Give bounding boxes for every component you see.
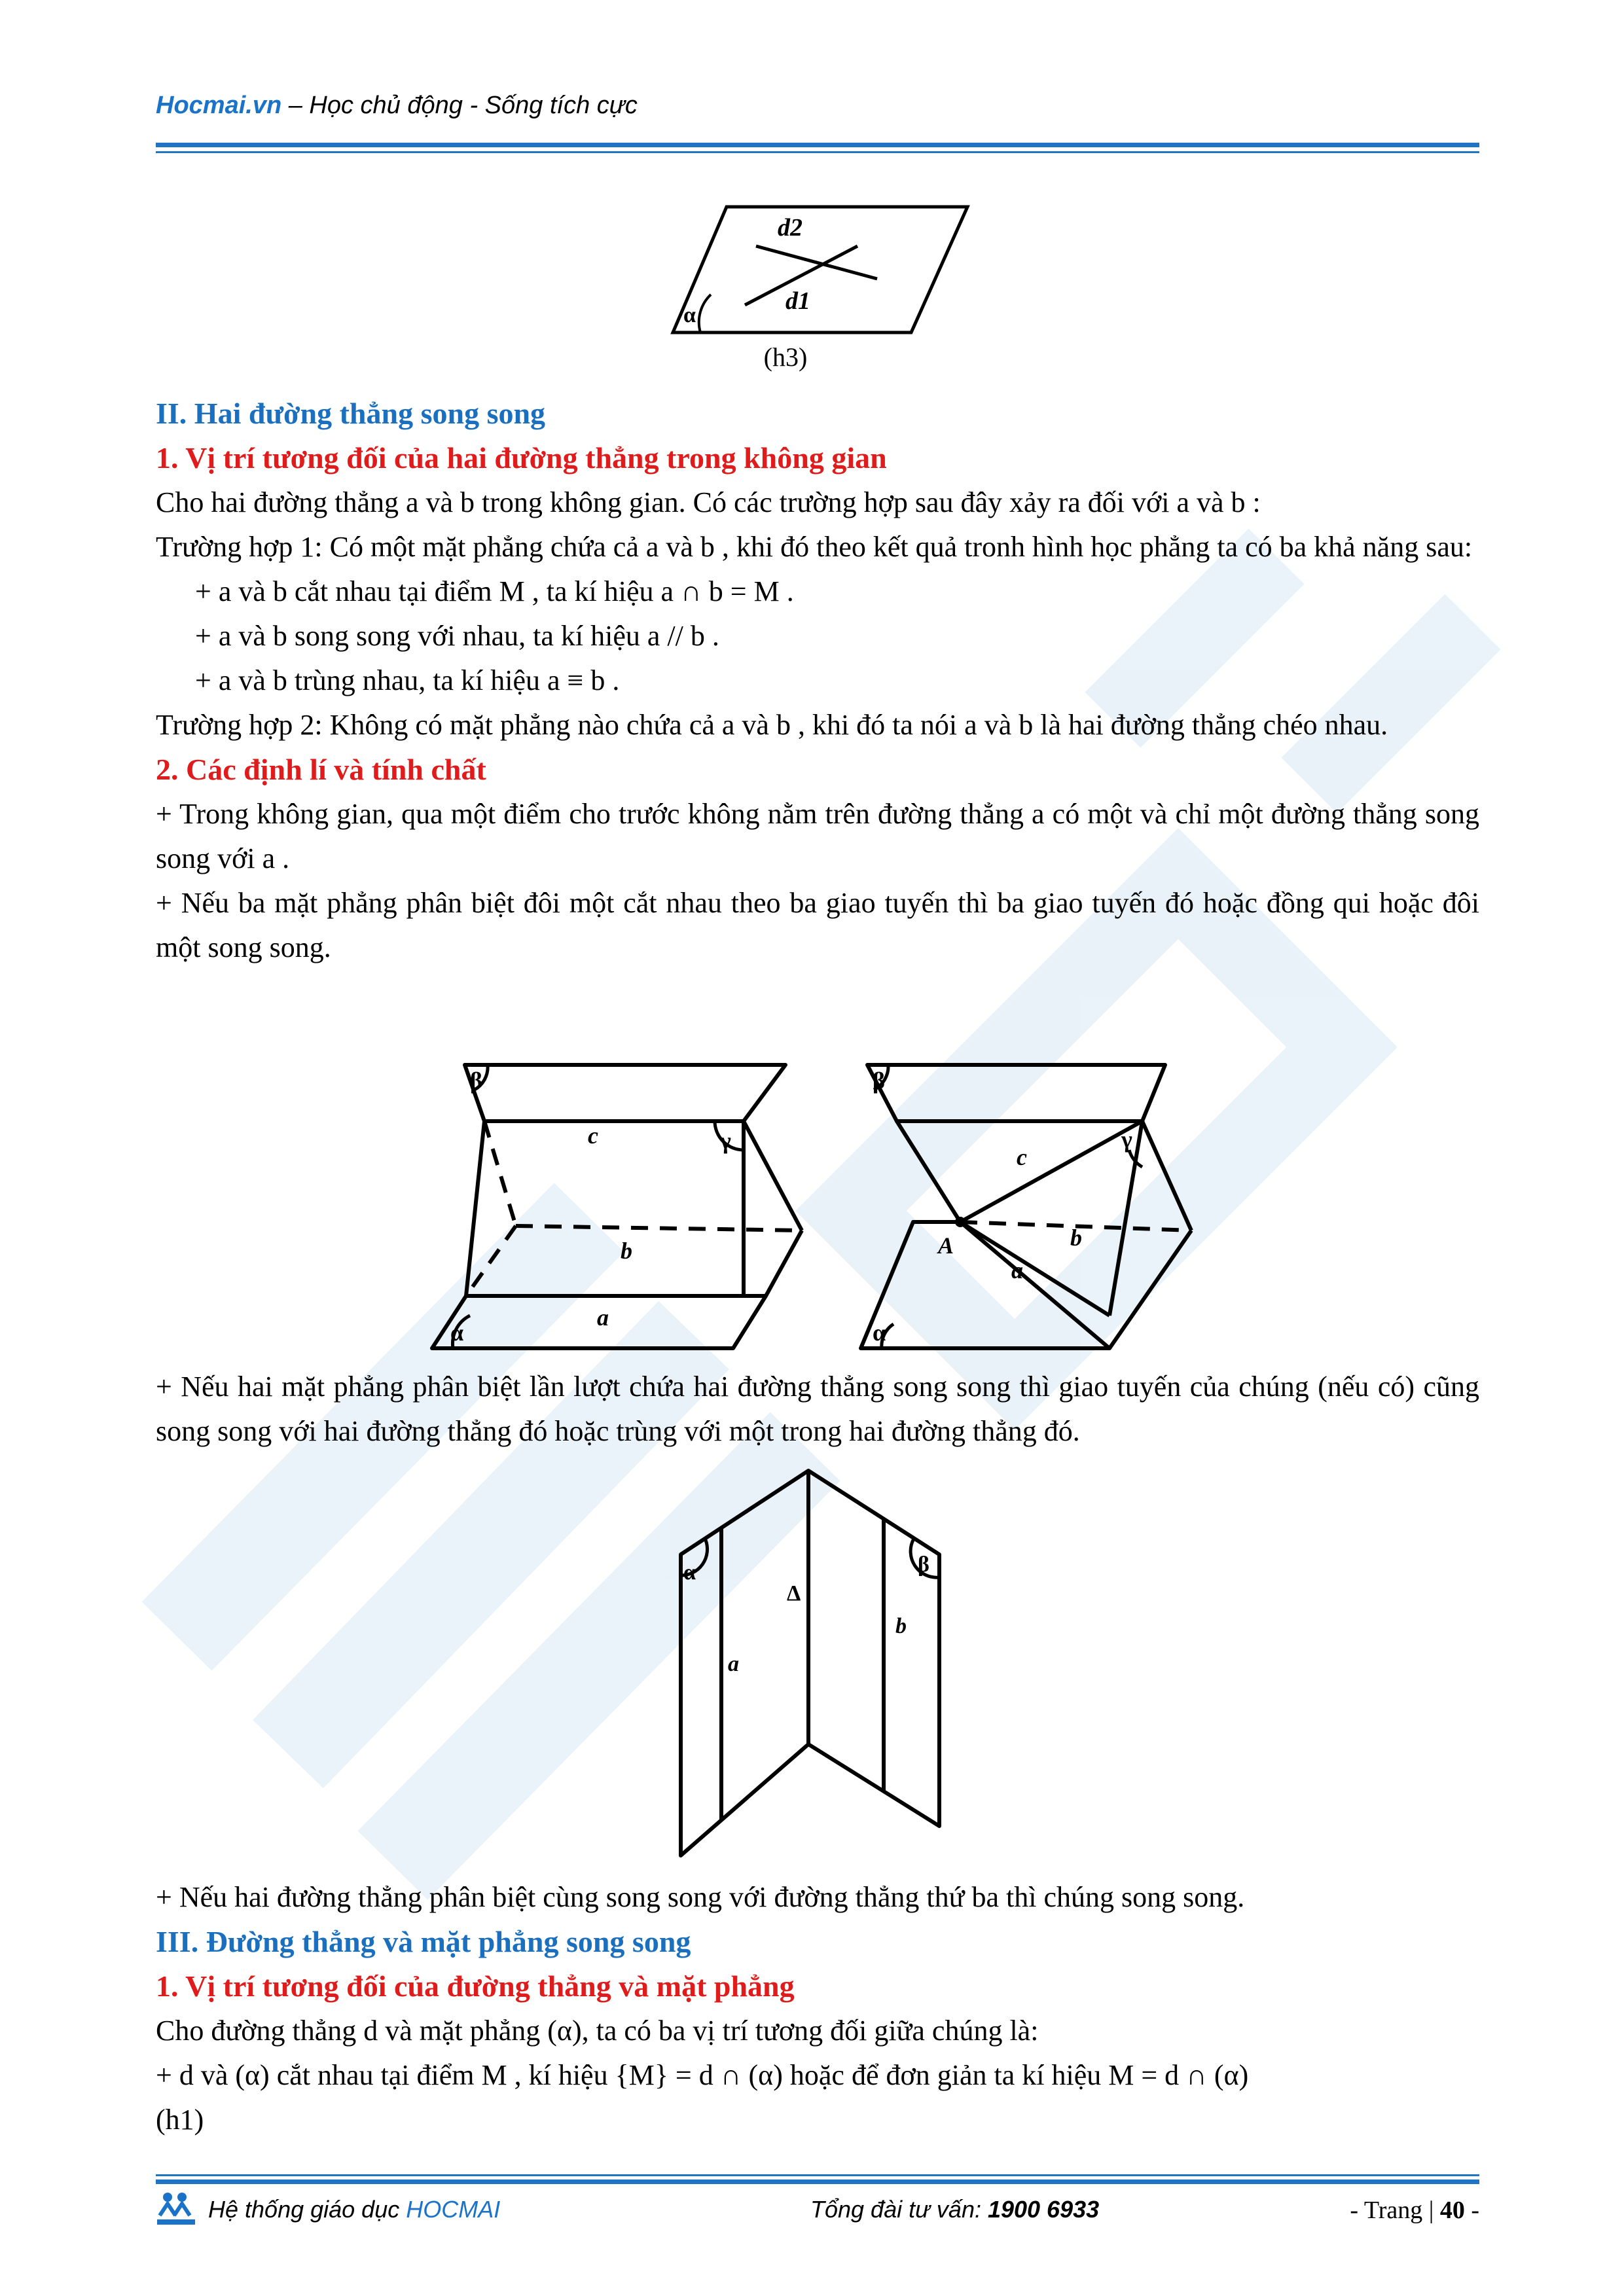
page-suffix: - (1464, 2197, 1479, 2224)
figure-h3-caption: (h3) (763, 342, 808, 372)
right-label-a: a (1011, 1257, 1023, 1283)
book-label-alpha: α (683, 1560, 696, 1585)
theorem-4: + Nếu hai đường thẳng phân biệt cùng song song với đường thẳng thứ ba thì chúng song song. (156, 1881, 1245, 1913)
section-2-sub2: 2. Các định lí và tính chất (156, 753, 486, 786)
footer-hotline-prefix: Tổng đài tư vấn: (810, 2196, 988, 2223)
theorem-1: + Trong không gian, qua một điểm cho trước không nằm trên đường thẳng a có một và chỉ một đường thẳng song song với a . (156, 798, 1479, 874)
footer-rule-thin (156, 2174, 1479, 2176)
theorem-2: + Nếu ba mặt phẳng phân biệt đôi một cắt nhau theo ba giao tuyến thì ba giao tuyến đó hoặc đồng qui hoặc đôi một song song. (156, 887, 1479, 963)
left-label-a: a (597, 1304, 609, 1331)
book-label-a: a (728, 1652, 739, 1676)
header-rule-thin (156, 151, 1479, 153)
footer-system (208, 2196, 500, 2223)
section-3-p1: Cho đường thẳng d và mặt phẳng (α), ta có ba vị trí tương đối giữa chúng là: (156, 2015, 1039, 2047)
header-tagline: – Học chủ động - Sống tích cực (281, 92, 638, 119)
theorem-3: + Nếu hai mặt phẳng phân biệt lần lượt chứa hai đường thẳng song song thì giao tuyến của chúng (nếu có) cũng song song với hai đường thẳng đó hoặc trùng với một trong hai đường thẳng đó. (156, 1371, 1479, 1447)
section-2-bullet-2: + a và b song song với nhau, ta kí hiệu a // b . (195, 620, 719, 652)
left-label-c: c (588, 1122, 598, 1149)
section-2-title: II. Hai đường thẳng song song (156, 397, 546, 430)
footer-system-brand[interactable]: HOCMAI (406, 2196, 501, 2223)
section-2-p2: Trường hợp 1: Có một mặt phẳng chứa cả a và b , khi đó theo kết quả tronh hình học phẳng ta có ba khả năng sau: (156, 531, 1473, 563)
header-brand-name[interactable]: Hocmai.vn (156, 92, 282, 119)
right-label-gamma: γ (1121, 1126, 1132, 1153)
figure-two-planes (674, 1463, 975, 1869)
section-2-bullet-1: + a và b cắt nhau tại điểm M , ta kí hiệu a ∩ b = M . (195, 575, 794, 607)
section-2-p3: Trường hợp 2: Không có mặt phẳng nào chứa cả a và b , khi đó ta nói a và b là hai đường thẳng chéo nhau. (156, 709, 1388, 741)
footer-hotline (810, 2196, 1099, 2223)
header-rule (156, 143, 1479, 147)
footer-rule (156, 2179, 1479, 2184)
figure-planes-parallel (419, 1050, 812, 1352)
section-2-p1: Cho hai đường thẳng a và b trong không gian. Có các trường hợp sau đây xảy ra đối với a và b : (156, 486, 1261, 518)
book-label-delta: Δ (787, 1581, 801, 1605)
section-3 (156, 1875, 1479, 2142)
book-label-b: b (895, 1614, 907, 1638)
left-label-b: b (621, 1238, 632, 1264)
hocmai-logo-icon (156, 2189, 199, 2229)
right-label-b: b (1070, 1225, 1082, 1251)
section-3-p3: (h1) (156, 2104, 204, 2136)
book-label-beta: β (918, 1552, 929, 1577)
footer-hotline-number[interactable]: 1900 6933 (987, 2196, 1100, 2223)
figure-planes-concurrent (821, 1050, 1214, 1352)
theorem-3-block (156, 1365, 1479, 1454)
right-label-alpha: α (873, 1319, 886, 1346)
right-label-c: c (1017, 1144, 1027, 1170)
h3-label-d1: d1 (785, 287, 810, 315)
left-label-beta: β (470, 1067, 482, 1094)
footer-system-prefix: Hệ thống giáo dục (208, 2196, 406, 2223)
left-label-alpha: α (450, 1319, 464, 1346)
section-3-p2: + d và (α) cắt nhau tại điểm M , kí hiệu {M} = d ∩ (α) hoặc để đơn giản ta kí hiệu M = d ∩ (α) (156, 2059, 1249, 2091)
section-2-bullet-3: + a và b trùng nhau, ta kí hiệu a ≡ b . (195, 664, 620, 696)
h3-label-alpha: α (683, 303, 696, 327)
h3-label-d2: d2 (778, 214, 803, 242)
section-2 (156, 391, 1479, 970)
page-number: 40 (1439, 2197, 1465, 2224)
figure-h3 (668, 196, 982, 347)
page-prefix: - Trang | (1350, 2197, 1440, 2224)
section-2-sub1: 1. Vị trí tương đối của hai đường thẳng trong không gian (156, 441, 887, 475)
section-3-title: III. Đường thẳng và mặt phẳng song song (156, 1925, 691, 1958)
left-label-gamma: γ (720, 1128, 731, 1154)
footer-page-number (1350, 2196, 1479, 2225)
right-label-beta: β (873, 1067, 885, 1094)
right-label-A: A (938, 1232, 954, 1259)
header-brand (156, 92, 638, 120)
footer (156, 2189, 1479, 2229)
section-3-sub1: 1. Vị trí tương đối của đường thẳng và mặt phẳng (156, 1969, 795, 2003)
